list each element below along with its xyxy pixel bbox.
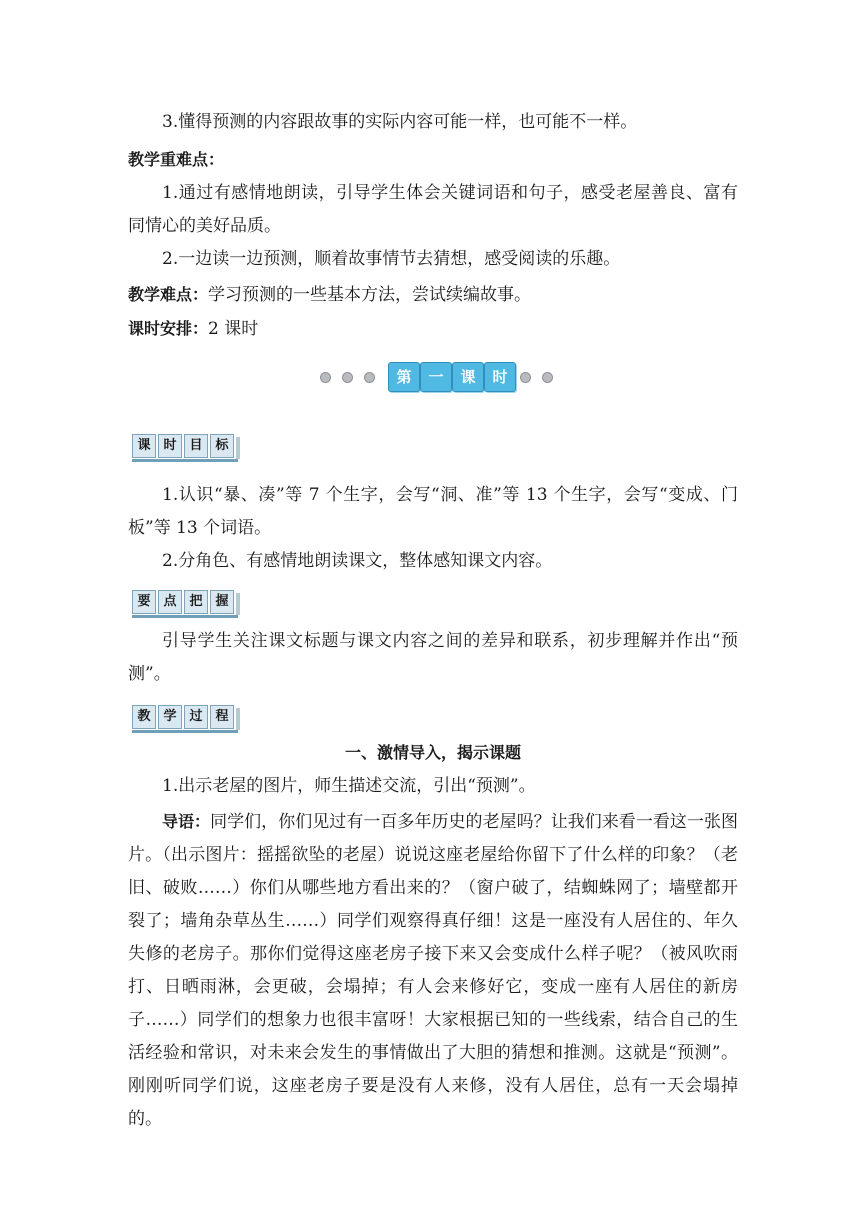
tag-char: 时 <box>158 434 182 458</box>
lesson-banner <box>318 360 554 394</box>
tag-char: 教 <box>132 705 156 729</box>
tag-objectives <box>132 434 234 460</box>
section-title: 一、激情导入，揭示课题 <box>344 743 521 762</box>
schedule-line <box>128 312 738 346</box>
tag-char: 过 <box>184 705 208 729</box>
banner-dot <box>520 372 531 383</box>
guide-label: 导语： <box>162 812 211 831</box>
tag-char: 学 <box>158 705 182 729</box>
banner-char: 一 <box>420 362 452 392</box>
tag-underline <box>132 730 238 733</box>
guide-paragraph <box>128 805 738 1136</box>
tag-char: 把 <box>184 590 208 614</box>
banner-char: 课 <box>452 362 484 392</box>
tag-char: 课 <box>132 434 156 458</box>
banner-dot <box>542 372 553 383</box>
tag-underline <box>132 459 238 462</box>
key-point-2: 2.一边读一边预测，顺着故事情节去猜想，感受阅读的乐趣。 <box>162 249 621 269</box>
tag-char: 要 <box>132 590 156 614</box>
difficulty-line <box>128 278 738 312</box>
difficulty-text: 学习预测的一些基本方法，尝试续编故事。 <box>208 285 532 305</box>
tag-shadow <box>236 593 240 615</box>
banner-char: 时 <box>484 362 516 392</box>
difficulty-label: 教学难点： <box>128 285 209 304</box>
tag-char: 点 <box>158 590 182 614</box>
tag-char: 标 <box>210 434 234 458</box>
tag-process <box>132 705 234 731</box>
grasp-text: 引导学生关注课文标题与课文内容之间的差异和联系，初步理解并作出“预测”。 <box>128 631 738 684</box>
key-points-label: 教学重难点： <box>128 150 225 169</box>
banner-dot <box>364 372 375 383</box>
banner-char: 第 <box>388 362 420 392</box>
tag-underline <box>132 615 238 618</box>
schedule-label: 课时安排： <box>128 319 209 338</box>
banner-dot <box>320 372 331 383</box>
tag-char: 程 <box>210 705 234 729</box>
objective-1: 1.认识“暴、凑”等 7 个生字，会写“洞、准”等 13 个生字，会写“变成、门板”等 13 个词语。 <box>128 485 738 538</box>
step-1: 1.出示老屋的图片，师生描述交流，引出“预测”。 <box>162 776 536 796</box>
schedule-text: 2 课时 <box>208 319 259 339</box>
banner-dot <box>342 372 353 383</box>
tag-char: 目 <box>184 434 208 458</box>
key-points-heading <box>128 143 738 177</box>
tag-key-points <box>132 590 234 616</box>
tag-shadow <box>236 437 240 459</box>
tag-char: 握 <box>210 590 234 614</box>
key-point-1: 1.通过有感情地朗读，引导学生体会关键词语和句子，感受老屋善良、富有同情心的美好品质。 <box>128 183 738 236</box>
goal-3-text: 3.懂得预测的内容跟故事的实际内容可能一样，也可能不一样。 <box>162 112 638 132</box>
guide-text: 同学们，你们见过有一百多年历史的老屋吗？让我们来看一看这一张图片。（出示图片：摇摇欲坠的老屋）说说这座老屋给你留下了什么样的印象？（老旧、破败……）你们从哪些地方看出来的？（窗户破了，结蜘蛛网了；墙壁都开裂了；墙角杂草丛生……）同学们观察得真仔细！这是一座没有人居住的、年久失修的老房子。那你们觉得这座老房子接下来又会变成什么样子呢？（被风吹雨打、日晒雨淋，会更破，会塌掉；有人会来修好它，变成一座有人居住的新房子……）同学们的想象力也很丰富呀！大家根据已知的一些线索，结合自己的生活经验和常识，对未来会发生的事情做出了大胆的猜想和推测。这就是“预测”。刚刚听同学们说，这座老房子要是没有人来修，没有人居住，总有一天会塌掉的。 <box>128 812 738 1129</box>
objective-2: 2.分角色、有感情地朗读课文，整体感知课文内容。 <box>162 551 553 571</box>
tag-shadow <box>236 708 240 730</box>
